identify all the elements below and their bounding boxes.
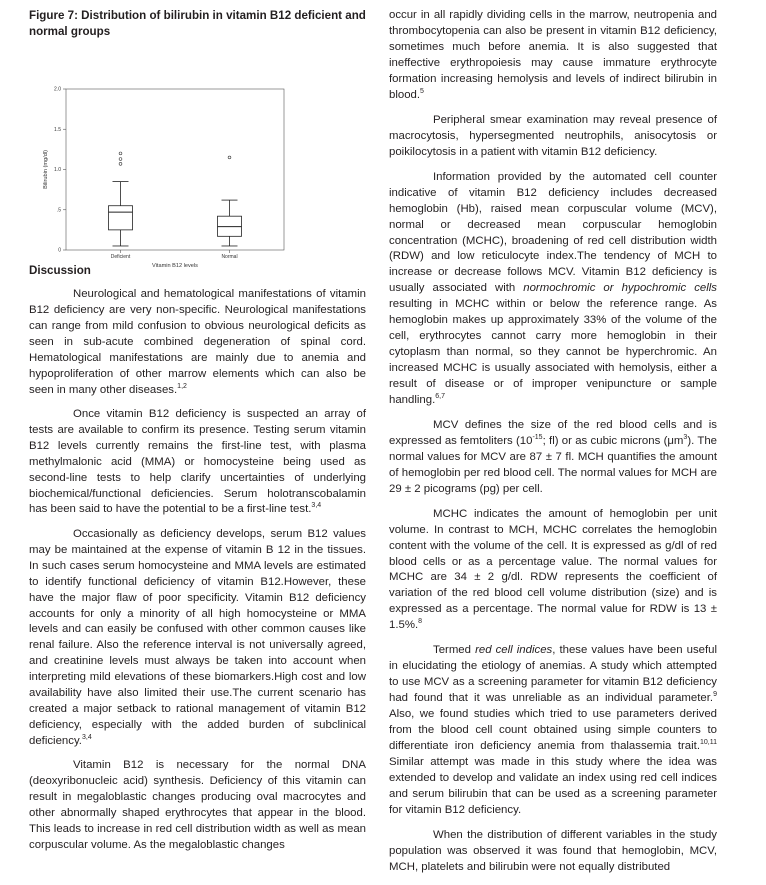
x-axis-label: Vitamin B12 levels [152,263,198,270]
citation-ref: 5 [420,87,424,95]
outlier-point [119,158,122,161]
x-tick-label: Normal [221,254,238,261]
discussion-paragraph-2: Once vitamin B12 deficiency is suspected an array of tests are available to confirm its presence. Testing serum vitamin B12 levels currently remains the first-line test, with plasma methylmalonic acid (MMA) or homocysteine being used as second-line tests to help clarify uncertainties of underlying biochemical/functional deficiencies. Serum holotranscobalamin has been said to have the potential to be a first-line test.$^{3,4}$ [29,408,366,516]
citation-ref: 9 [713,691,717,699]
body-paragraph-6: Termed red cell indices, these values have been useful in elucidating the etiology of anemias. A study which attempted to use MCV as a screening parameter for vitamin B12 deficiency had found that it was unreliable as an individual parameter.$^9$ Also, we found studies which tried to use parameters derived from the blood cell count obtained using simple counters to differentiate iron deficiency anemia from thalassemia trait.$^{10,11}$ Similar attempt was made in this study where the idea was extended to develop and validate an index using red cell indices and serum bilirubin that can be used as a screening parameter for vitamin B12 deficiency. [389,644,717,816]
boxplot-chart [29,39,366,270]
plot-frame [66,89,284,250]
outlier-point [228,156,231,159]
citation-ref: 8 [418,618,423,626]
left-column [29,8,366,862]
section-heading-discussion: Discussion [29,264,91,278]
citation-ref: 10,11 [700,739,717,747]
emphasis-text: red cell indices [475,644,553,657]
iqr-box [109,206,133,230]
x-tick-label: Deficient [110,254,131,261]
y-tick-label: .5 [56,207,61,214]
figure-title: Figure 7: Distribution of bilirubin in vitamin B12 deficient and normal groups [29,9,366,38]
citation-ref: 3,4 [81,733,92,741]
outlier-point [119,163,122,166]
body-paragraph-5: MCHC indicates the amount of hemoglobin per unit volume. In contrast to MCH, MCHC correlates the hemoglobin content with the volume of the cell. It is expressed as g/dl of red blood cells or as a percentage value. The normal values for MCHC are 34 ± 2 g/dl. RDW represents the coefficient of variation of the red blood cell volume distribution (size) and is expressed as a percentage. The normal value for RDW is 13 ± 1.5%.$^8$ [389,507,717,632]
y-tick-label: 2.0 [54,86,61,93]
citation-ref: 3,4 [311,502,322,510]
citation-ref: 6,7 [435,392,445,400]
body-paragraph-1: occur in all rapidly dividing cells in the marrow, neutropenia and thrombocytopenia can also be present in vitamin B12 deficiency, sometimes much before anemia. It is also suggested that ineffective erythropoiesis may cause immature erythrocyte formation increasing hemolysis and levels of indirect bilirubin in blood.$^5$ [389,9,717,101]
discussion-paragraph-1: Neurological and hematological manifestations of vitamin B12 deficiency are very non-specific. Neurological manifestations can range from mild confusion to obvious neurological deficits as seen in sub-acute combined degeneration of spinal cord. Hematological manifestations are mainly due to anemia and hypoproliferation of other marrow elements which can also be seen in many other diseases.$^{1,2}$ [29,288,366,396]
discussion-paragraph-3: Occasionally as deficiency develops, serum B12 values may be maintained at the expense of vitamin B 12 in the tissues. In such cases serum homocysteine and MMA levels are estimated to identify functional deficiency of vitamin B12.However, these have the major flaw of poor specificity. Vitamin B12 deficiency accounts for only a minority of all high homocysteine or MMA levels and can easily be confused with other common causes like renal failure. Also the reference interval is not universally agreed, and creatinine levels must always be taken into account when interpreting mild elevations of these biomarkers.High cost and low availability have also limited their use.The current scenario has created a major setback to rational management of vitamin B12 deficiency, especially with the added burden of subclinical deficiency.$^{3,4}$ [29,527,366,747]
citation-ref: 1,2 [177,382,187,390]
outlier-point [119,152,122,155]
body-paragraph-2: Peripheral smear examination may reveal presence of macrocytosis, hypersegmented neutrophils, anisocytosis or poikilocytosis in a patient with vitamin B12 deficiency. [389,113,717,158]
y-tick-label: 0 [58,247,61,254]
y-tick-label: 1.5 [54,127,61,134]
body-paragraph-7: When the distribution of different variables in the study population was observed it was found that hemoglobin, MCV, MCH, platelets and bilirubin were not equally distributed [389,828,717,873]
y-axis-label: Bilirubin (mg/dl) [43,150,49,190]
emphasis-text: normochromic or hypochromic cells [523,282,717,295]
body-paragraph-4: MCV defines the size of the red blood cells and is expressed as femtoliters ($10^{-15}$; fl) or as cubic microns $(\mu m^3)$. The normal values for MCV are 87 ± 7 fl. MCH quantifies the amount of hemoglobin per red blood cell. The normal values for MCH are 29 ± 2 picograms (pg) per cell. [389,418,717,495]
discussion-paragraph-4: Vitamin B12 is necessary for the normal DNA (deoxyribonucleic acid) synthesis. Deficiency of this vitamin can result in megaloblastic changes producing oval macrocytes and other abnormally shaped erythrocytes that appear in the blood. This leads to increase in red cell distribution width as well as mean corpuscular volume. As the megaloblastic changes [29,759,366,851]
y-tick-label: 1.0 [54,167,61,174]
boxplot-figure [29,39,366,270]
right-column [389,8,717,885]
body-paragraph-3: Information provided by the automated cell counter indicative of vitamin B12 deficiency includes decreased hemoglobin (Hb), raised mean corpuscular volume (MCV), normal or decreased mean corpuscular hemoglobin concentration (MCHC), broadening of red cell distribution width (RDW) and low reticulocyte index.The tendency of MCH to increase or decrease follows MCV. Vitamin B12 deficiency is usually associated with normochromic or hypochromic cells resulting in MCHC within or below the reference range. As hemoglobin makes up approximately 33% of the volume of the cell, erythrocytes cannot carry more hemoglobin in their cytoplasm than normal, so they cannot be hyperchromic. An increased MCHC is usually associated with hemolysis, either a result of disease or of improper venipuncture or sample handling.$^{6,7}$ [389,170,717,406]
